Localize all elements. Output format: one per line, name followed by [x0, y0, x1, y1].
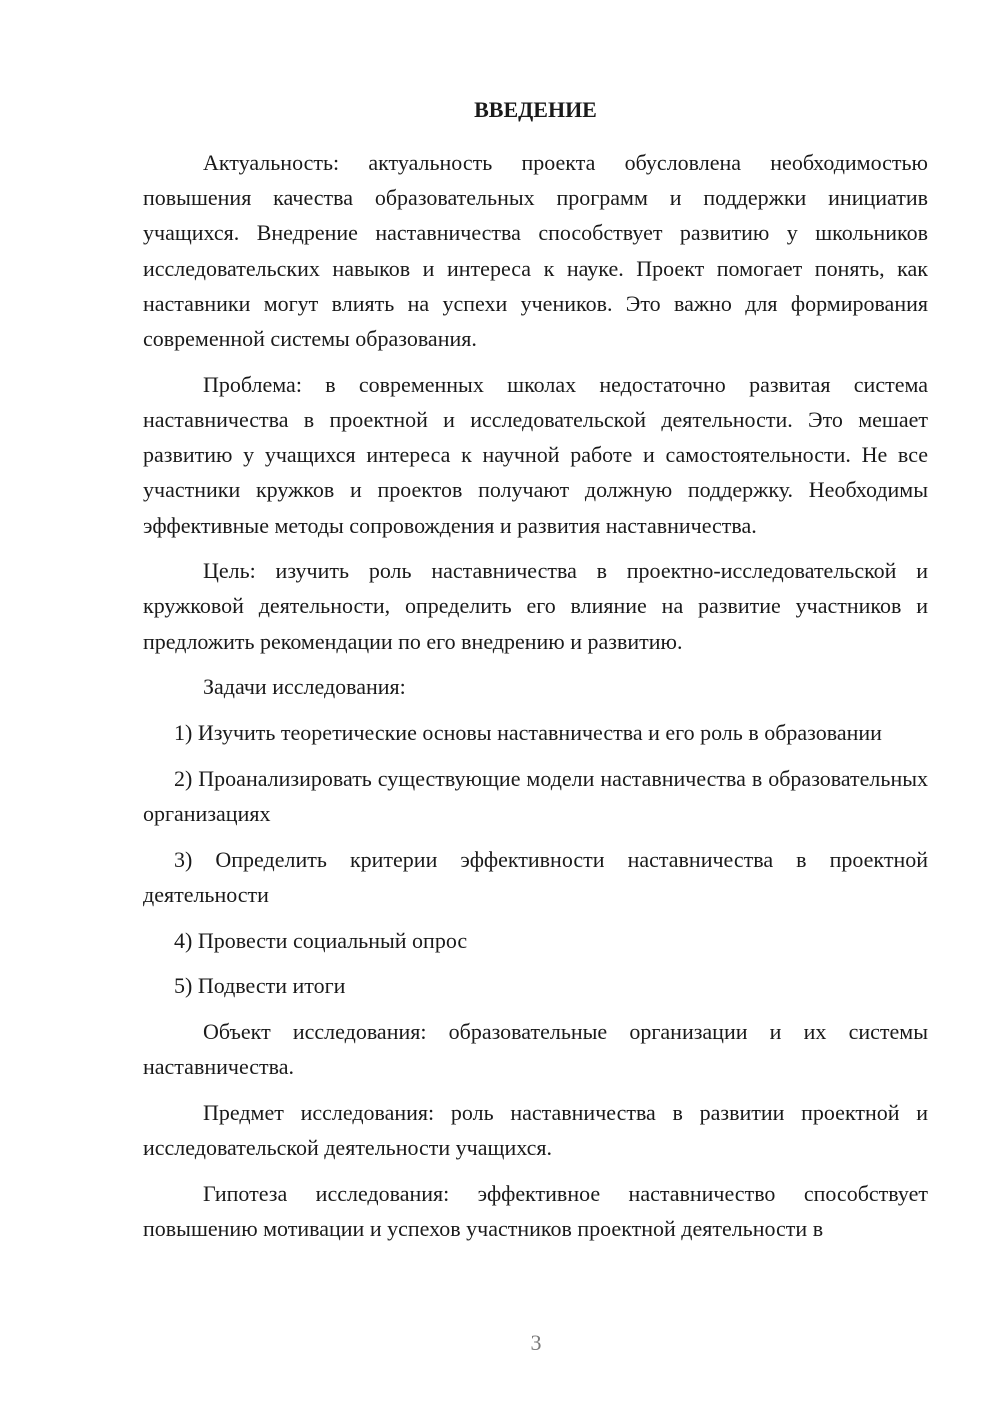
paragraph-goal: Цель: изучить роль наставничества в проектно-исследовательской и кружковой деятельности, определить его влияние на развитие участников и предложить рекомендации по его внедрению и развитию.	[143, 558, 928, 654]
paragraph-hypothesis: Гипотеза исследования: эффективное наставничество способствует повышению мотивации и успехов участников проектной деятельности в	[143, 1180, 928, 1241]
task-item-2: 2) Проанализировать существующие модели наставничества в образовательных организациях	[143, 765, 928, 826]
document-page	[143, 92, 928, 1257]
paragraph-problem: Проблема: в современных школах недостаточно развитая система наставничества в проектной и исследовательской деятельности. Это мешает развитию у учащихся интереса к научной работе и самостоятельности. Не все участники кружков и проектов получают должную поддержку. Необходимы эффективные методы сопровождения и развития наставничества.	[143, 371, 928, 538]
task-item-5: 5) Подвести итоги	[174, 973, 346, 999]
tasks-heading: Задачи исследования:	[203, 674, 406, 700]
page-number: 3	[530, 1330, 542, 1355]
task-item-1: 1) Изучить теоретические основы наставничества и его роль в образовании	[174, 720, 882, 746]
task-item-4: 4) Провести социальный опрос	[174, 927, 468, 953]
paragraph-subject: Предмет исследования: роль наставничества в развитии проектной и исследовательской деятельности учащихся.	[143, 1099, 928, 1161]
paragraph-relevance: Актуальность: актуальность проекта обусловлена необходимостью повышения качества образовательных программ и поддержки инициатив учащихся. Внедрение наставничества способствует развитию у школьников исследовательских навыков и интереса к науке. Проект помогает понять, как наставники могут влиять на успехи учеников. Это важно для формирования современной системы образования.	[143, 150, 928, 352]
task-item-3: 3) Определить критерии эффективности наставничества в проектной деятельности	[143, 846, 928, 907]
page-title: ВВЕДЕНИЕ	[474, 97, 597, 122]
paragraph-object: Объект исследования: образовательные организации и их системы наставничества.	[143, 1018, 928, 1080]
